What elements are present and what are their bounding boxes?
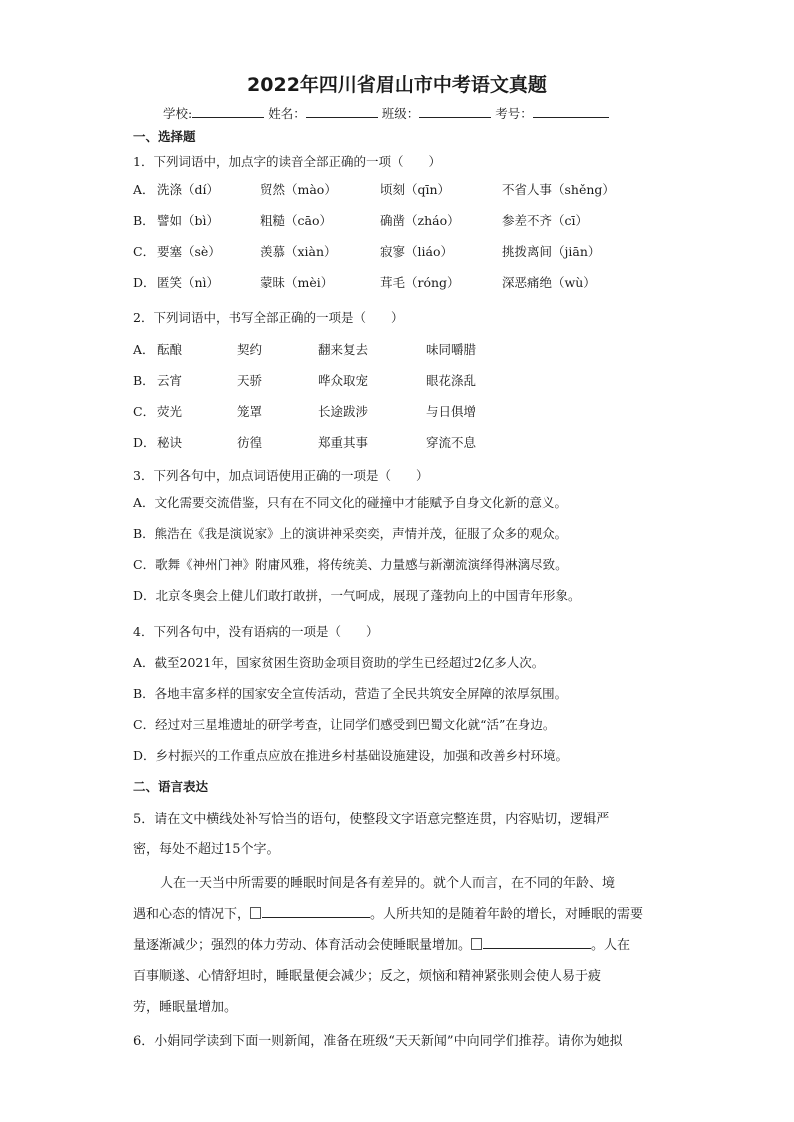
q6-stem: 6．小娟同学读到下面一则新闻，准备在班级“天天新闻”中向同学们推荐。请你为她拟 bbox=[133, 1034, 623, 1049]
q1-stem: 1．下列词语中，加点字的读音全部正确的一项（ ） bbox=[133, 154, 441, 169]
q5-passage-line1: 人在一天当中所需要的睡眠时间是各有差异的。就个人而言，在不同的年龄、境 bbox=[160, 876, 616, 891]
q5-passage-line3 bbox=[133, 934, 630, 953]
q1-option-item: 茸毛（róng） bbox=[380, 275, 460, 290]
q2-option-item: 郑重其事 bbox=[318, 435, 369, 450]
school-label: 学校: bbox=[163, 106, 193, 121]
q2-option-item: 酝酿 bbox=[157, 342, 183, 357]
q2-option-label: C． bbox=[133, 404, 156, 419]
q2-option-item: 荧光 bbox=[157, 404, 183, 419]
q2-option-item: 与日俱增 bbox=[426, 404, 477, 419]
q3-option-b: B．熊浩在《我是演说家》上的演讲神采奕奕，声情并茂，征服了众多的观众。 bbox=[133, 526, 568, 541]
q1-option-label: D． bbox=[133, 275, 156, 290]
q1-option-label: B． bbox=[133, 213, 155, 228]
q1-option-item: 确凿（zháo） bbox=[380, 213, 460, 228]
q5-passage-text: 。人所共知的是随着年龄的增长，对睡眠的需要 bbox=[370, 907, 644, 922]
q1-option-item: 深恶痛绝（wù） bbox=[502, 275, 596, 290]
q4-option-b: B．各地丰富多样的国家安全宣传活动，营造了全民共筑安全屏障的浓厚氛围。 bbox=[133, 686, 568, 701]
q2-option-item: 天骄 bbox=[237, 373, 263, 388]
q4-option-c: C．经过对三星堆遗址的研学考查，让同学们感受到巴蜀文化就“活”在身边。 bbox=[133, 717, 556, 732]
q5-passage-line5: 劳，睡眠量增加。 bbox=[133, 1000, 238, 1015]
q2-option-item: 彷徨 bbox=[237, 435, 263, 450]
q5-passage-line4: 百事顺遂、心情舒坦时，睡眠量便会减少；反之，烦恼和精神紧张则会使人易于疲 bbox=[133, 969, 602, 984]
q2-option-label: D． bbox=[133, 435, 156, 450]
q1-option-item: 洗涤（dí） bbox=[157, 182, 219, 197]
q2-option-label: A． bbox=[133, 342, 155, 357]
q2-option-item: 契约 bbox=[237, 342, 263, 357]
q1-option-label: A． bbox=[133, 182, 155, 197]
q1-option-item: 粗糙（cāo） bbox=[260, 213, 332, 228]
answer-box-icon bbox=[471, 938, 482, 950]
q2-option-item: 味同嚼腊 bbox=[426, 342, 477, 357]
q5-passage-text: 遇和心态的情况下， bbox=[133, 907, 251, 922]
answer-box-icon bbox=[250, 907, 261, 919]
q3-option-c: C．歌舞《神州门神》附庸风雅，将传统美、力量感与新潮流演绎得淋漓尽致。 bbox=[133, 557, 568, 572]
q1-option-item: 要塞（sè） bbox=[157, 244, 221, 259]
q1-option-label: C． bbox=[133, 244, 156, 259]
q3-option-a: A．文化需要交流借鉴，只有在不同文化的碰撞中才能赋予自身文化新的意义。 bbox=[133, 495, 568, 510]
number-blank bbox=[533, 105, 609, 118]
school-blank bbox=[192, 105, 264, 118]
q2-option-item: 笼罩 bbox=[237, 404, 263, 419]
answer-blank-1[interactable] bbox=[262, 905, 370, 918]
q1-option-item: 匿笑（nì） bbox=[157, 275, 220, 290]
q5-stem-line1: 5．请在文中横线处补写恰当的语句，使整段文字语意完整连贯，内容贴切，逻辑严 bbox=[133, 812, 610, 827]
q5-passage-line2 bbox=[133, 903, 643, 922]
student-info-line bbox=[163, 104, 609, 122]
q1-option-item: 蒙昧（mèi） bbox=[260, 275, 334, 290]
q5-stem-line2: 密，每处不超过15个字。 bbox=[133, 842, 280, 857]
q4-option-d: D．乡村振兴的工作重点应放在推进乡村基础设施建设，加强和改善乡村环境。 bbox=[133, 748, 569, 763]
section-heading-choice: 一、选择题 bbox=[133, 129, 196, 144]
q2-option-item: 哗众取宠 bbox=[318, 373, 369, 388]
q2-option-item: 长途跋涉 bbox=[318, 404, 369, 419]
class-label: 班级： bbox=[381, 106, 420, 121]
q3-stem: 3．下列各句中，加点词语使用正确的一项是（ ） bbox=[133, 468, 429, 483]
q4-option-a: A．截至2021年，国家贫困生资助金项目资助的学生已经超过2亿多人次。 bbox=[133, 655, 545, 670]
class-blank bbox=[419, 105, 491, 118]
q1-option-item: 羡慕（xiàn） bbox=[260, 244, 337, 259]
q3-option-d: D．北京冬奥会上健儿们敢打敢拼，一气呵成，展现了蓬勃向上的中国青年形象。 bbox=[133, 588, 581, 603]
q1-option-item: 譬如（bì） bbox=[157, 213, 219, 228]
answer-blank-2[interactable] bbox=[483, 936, 591, 949]
page-title: 2022年四川省眉山市中考语文真题 bbox=[247, 74, 547, 96]
q2-stem: 2．下列词语中，书写全部正确的一项是（ ） bbox=[133, 310, 404, 325]
q1-option-item: 挑拨离间（jiān） bbox=[502, 244, 601, 259]
q1-option-item: 顷刻（qīn） bbox=[380, 182, 451, 197]
q1-option-item: 贸然（mào） bbox=[260, 182, 337, 197]
q2-option-label: B． bbox=[133, 373, 155, 388]
q2-option-item: 穿流不息 bbox=[426, 435, 477, 450]
q4-stem: 4．下列各句中，没有语病的一项是（ ） bbox=[133, 624, 379, 639]
q2-option-item: 翻来复去 bbox=[318, 342, 369, 357]
number-label: 考号： bbox=[495, 106, 533, 121]
q2-option-item: 云宵 bbox=[157, 373, 183, 388]
q1-option-item: 参差不齐（cī） bbox=[502, 213, 588, 228]
section-heading-expression: 二、语言表达 bbox=[133, 779, 209, 794]
q2-option-item: 眼花涤乱 bbox=[426, 373, 477, 388]
q5-passage-text: 量逐渐减少；强烈的体力劳动、体育活动会使睡眠量增加。 bbox=[133, 938, 472, 953]
q2-option-item: 秘诀 bbox=[157, 435, 183, 450]
name-blank bbox=[306, 105, 378, 118]
q1-option-item: 不省人事（shěng） bbox=[502, 182, 615, 197]
name-label: 姓名： bbox=[268, 106, 306, 121]
q5-passage-text: 。人在 bbox=[591, 938, 631, 953]
q1-option-item: 寂寥（liáo） bbox=[380, 244, 453, 259]
